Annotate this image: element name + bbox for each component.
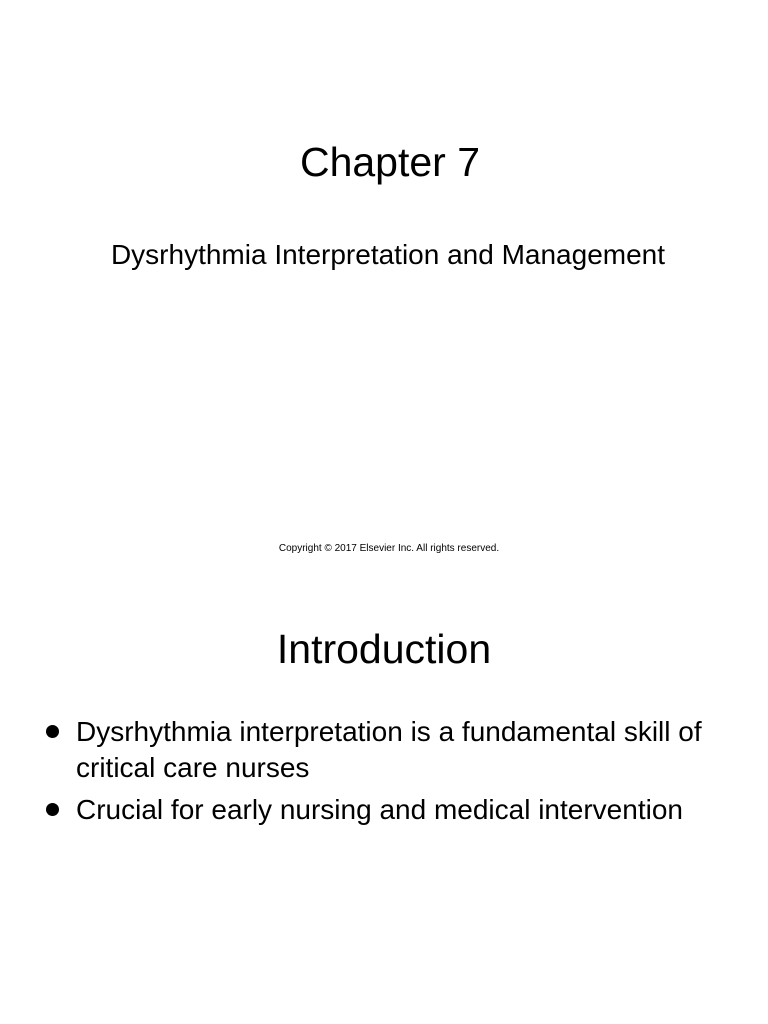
copyright-notice: Copyright © 2017 Elsevier Inc. All rights reserved. xyxy=(278,543,500,554)
chapter-subtitle: Dysrhythmia Interpretation and Management xyxy=(110,239,666,270)
bullet-icon xyxy=(46,725,59,738)
bullet-item xyxy=(40,714,730,786)
bullet-text: Crucial for early nursing and medical intervention xyxy=(76,794,683,825)
bullet-list xyxy=(40,714,730,834)
bullet-text: Dysrhythmia interpretation is a fundamental skill of critical care nurses xyxy=(76,716,702,783)
slide-title: Introduction xyxy=(276,626,492,672)
chapter-title: Chapter 7 xyxy=(299,139,481,185)
bullet-item xyxy=(40,792,730,828)
introduction-slide xyxy=(0,576,768,1024)
bullet-icon xyxy=(46,803,59,816)
